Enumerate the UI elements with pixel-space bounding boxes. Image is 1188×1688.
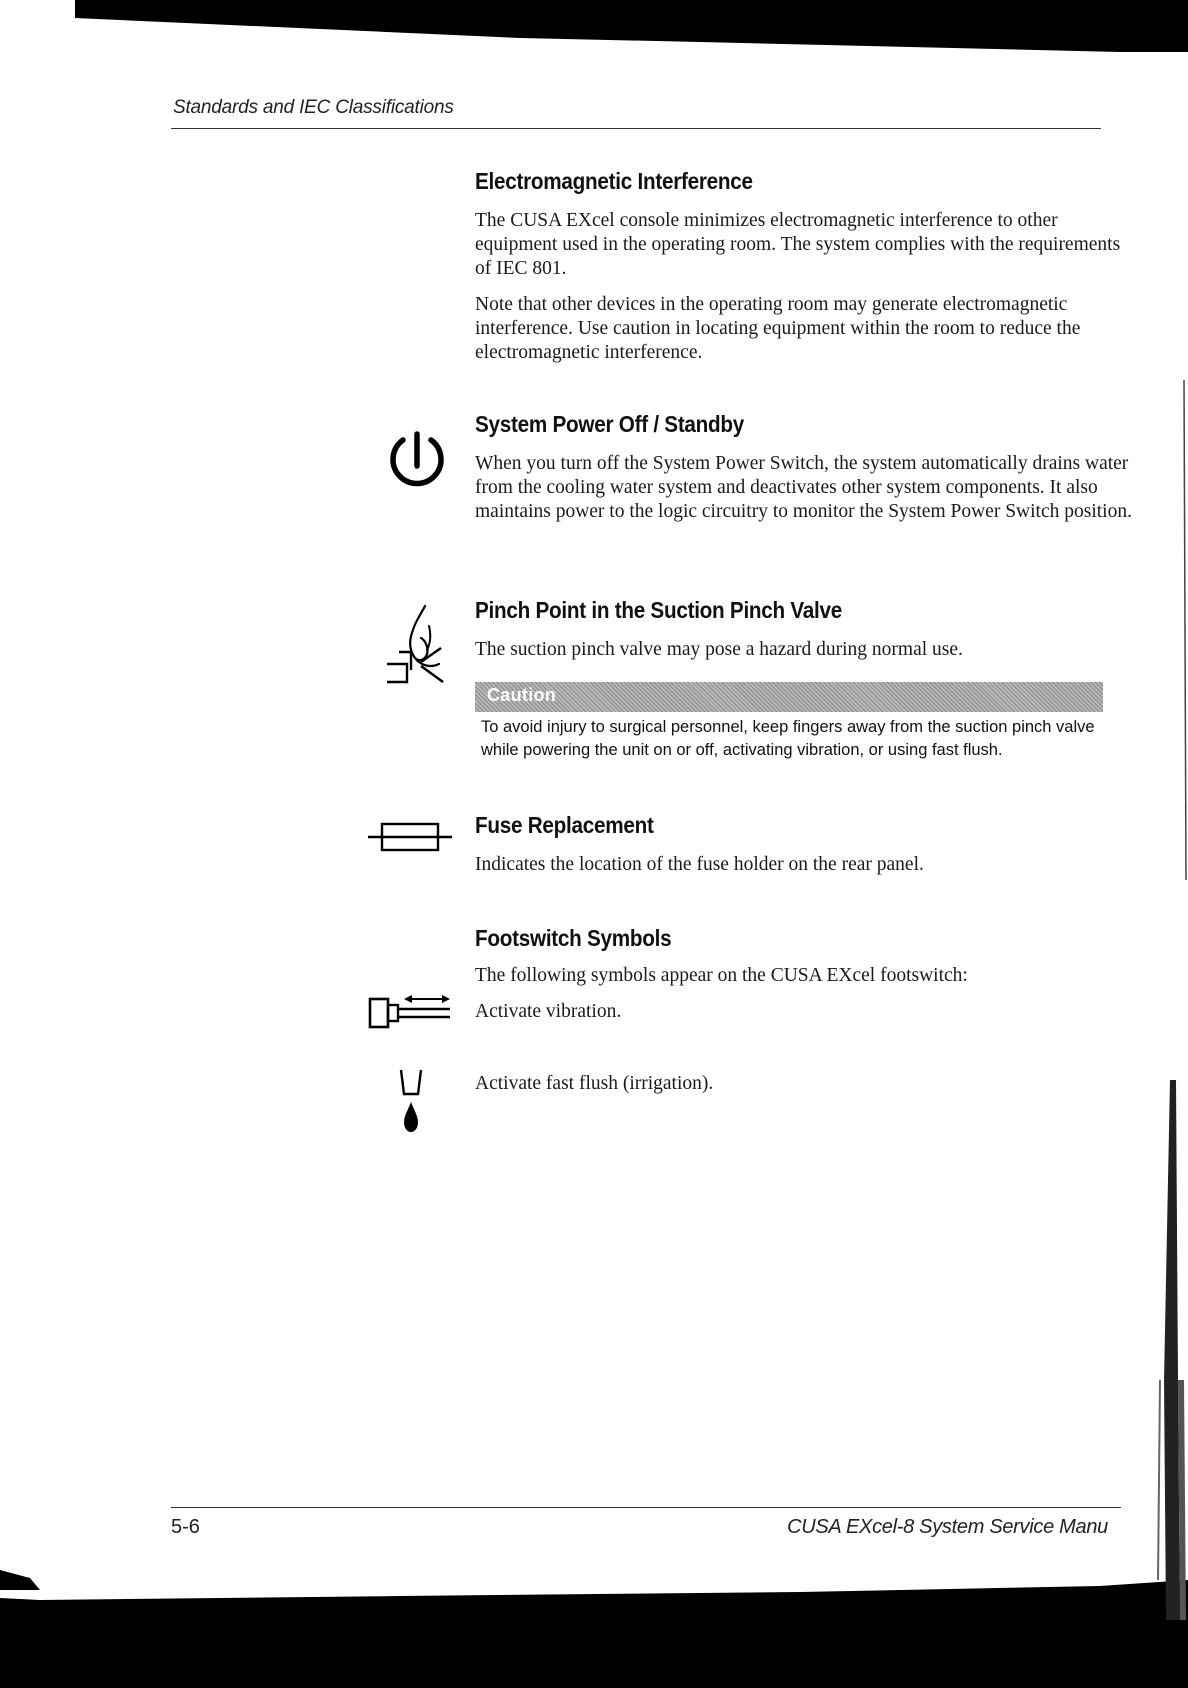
pinch-hazard-icon [385,604,455,686]
footswitch-intro: The following symbols appear on the CUSA EXcel footswitch: [475,965,968,986]
section-heading-emi: Electromagnetic Interference [475,168,753,194]
scan-edge-top [0,0,1188,60]
caution-text: To avoid injury to surgical personnel, keep fingers away from the suction pinch valve while powering the unit on or off, activating vibration, or using fast flush. [481,718,1095,759]
emi-paragraph-2: Note that other devices in the operating room may generate electromagnetic interference. Use caution in locating equipment within the room to reduce the electromagnetic interference. [475,294,1081,363]
caution-banner [475,682,1103,712]
scan-edge-bottom [0,1560,1188,1688]
fuse-paragraph: Indicates the location of the fuse holder on the rear panel. [475,854,924,875]
pinch-paragraph: The suction pinch valve may pose a hazard during normal use. [475,639,963,660]
section-heading-footswitch: Footswitch Symbols [475,925,672,951]
footer-divider [171,1507,1121,1508]
footer-manual-title: CUSA EXcel-8 System Service Manu [787,1516,1108,1538]
section-heading-power: System Power Off / Standby [475,411,745,437]
footswitch-item-fast-flush: Activate fast flush (irrigation). [475,1073,714,1094]
power-standby-icon [385,426,449,494]
emi-paragraph-1: The CUSA EXcel console minimizes electromagnetic interference to other equipment used in the operating room. The system complies with the requirements of IEC 801. [475,210,1121,279]
header-divider [171,128,1101,129]
power-paragraph: When you turn off the System Power Switch, the system automatically drains water from the cooling water system and deactivates other system components. It also maintains power to the logic circuitry to monitor the System Power Switch position. [475,453,1132,522]
page-number: 5-6 [171,1516,200,1538]
section-heading-pinch: Pinch Point in the Suction Pinch Valve [475,597,843,623]
caution-label: Caution [487,685,557,705]
vibration-icon [368,993,452,1031]
footswitch-item-vibration: Activate vibration. [475,1001,622,1022]
section-heading-fuse: Fuse Replacement [475,812,654,838]
fast-flush-icon [396,1068,426,1134]
fuse-icon [368,818,452,858]
running-header: Standards and IEC Classifications [173,97,454,118]
